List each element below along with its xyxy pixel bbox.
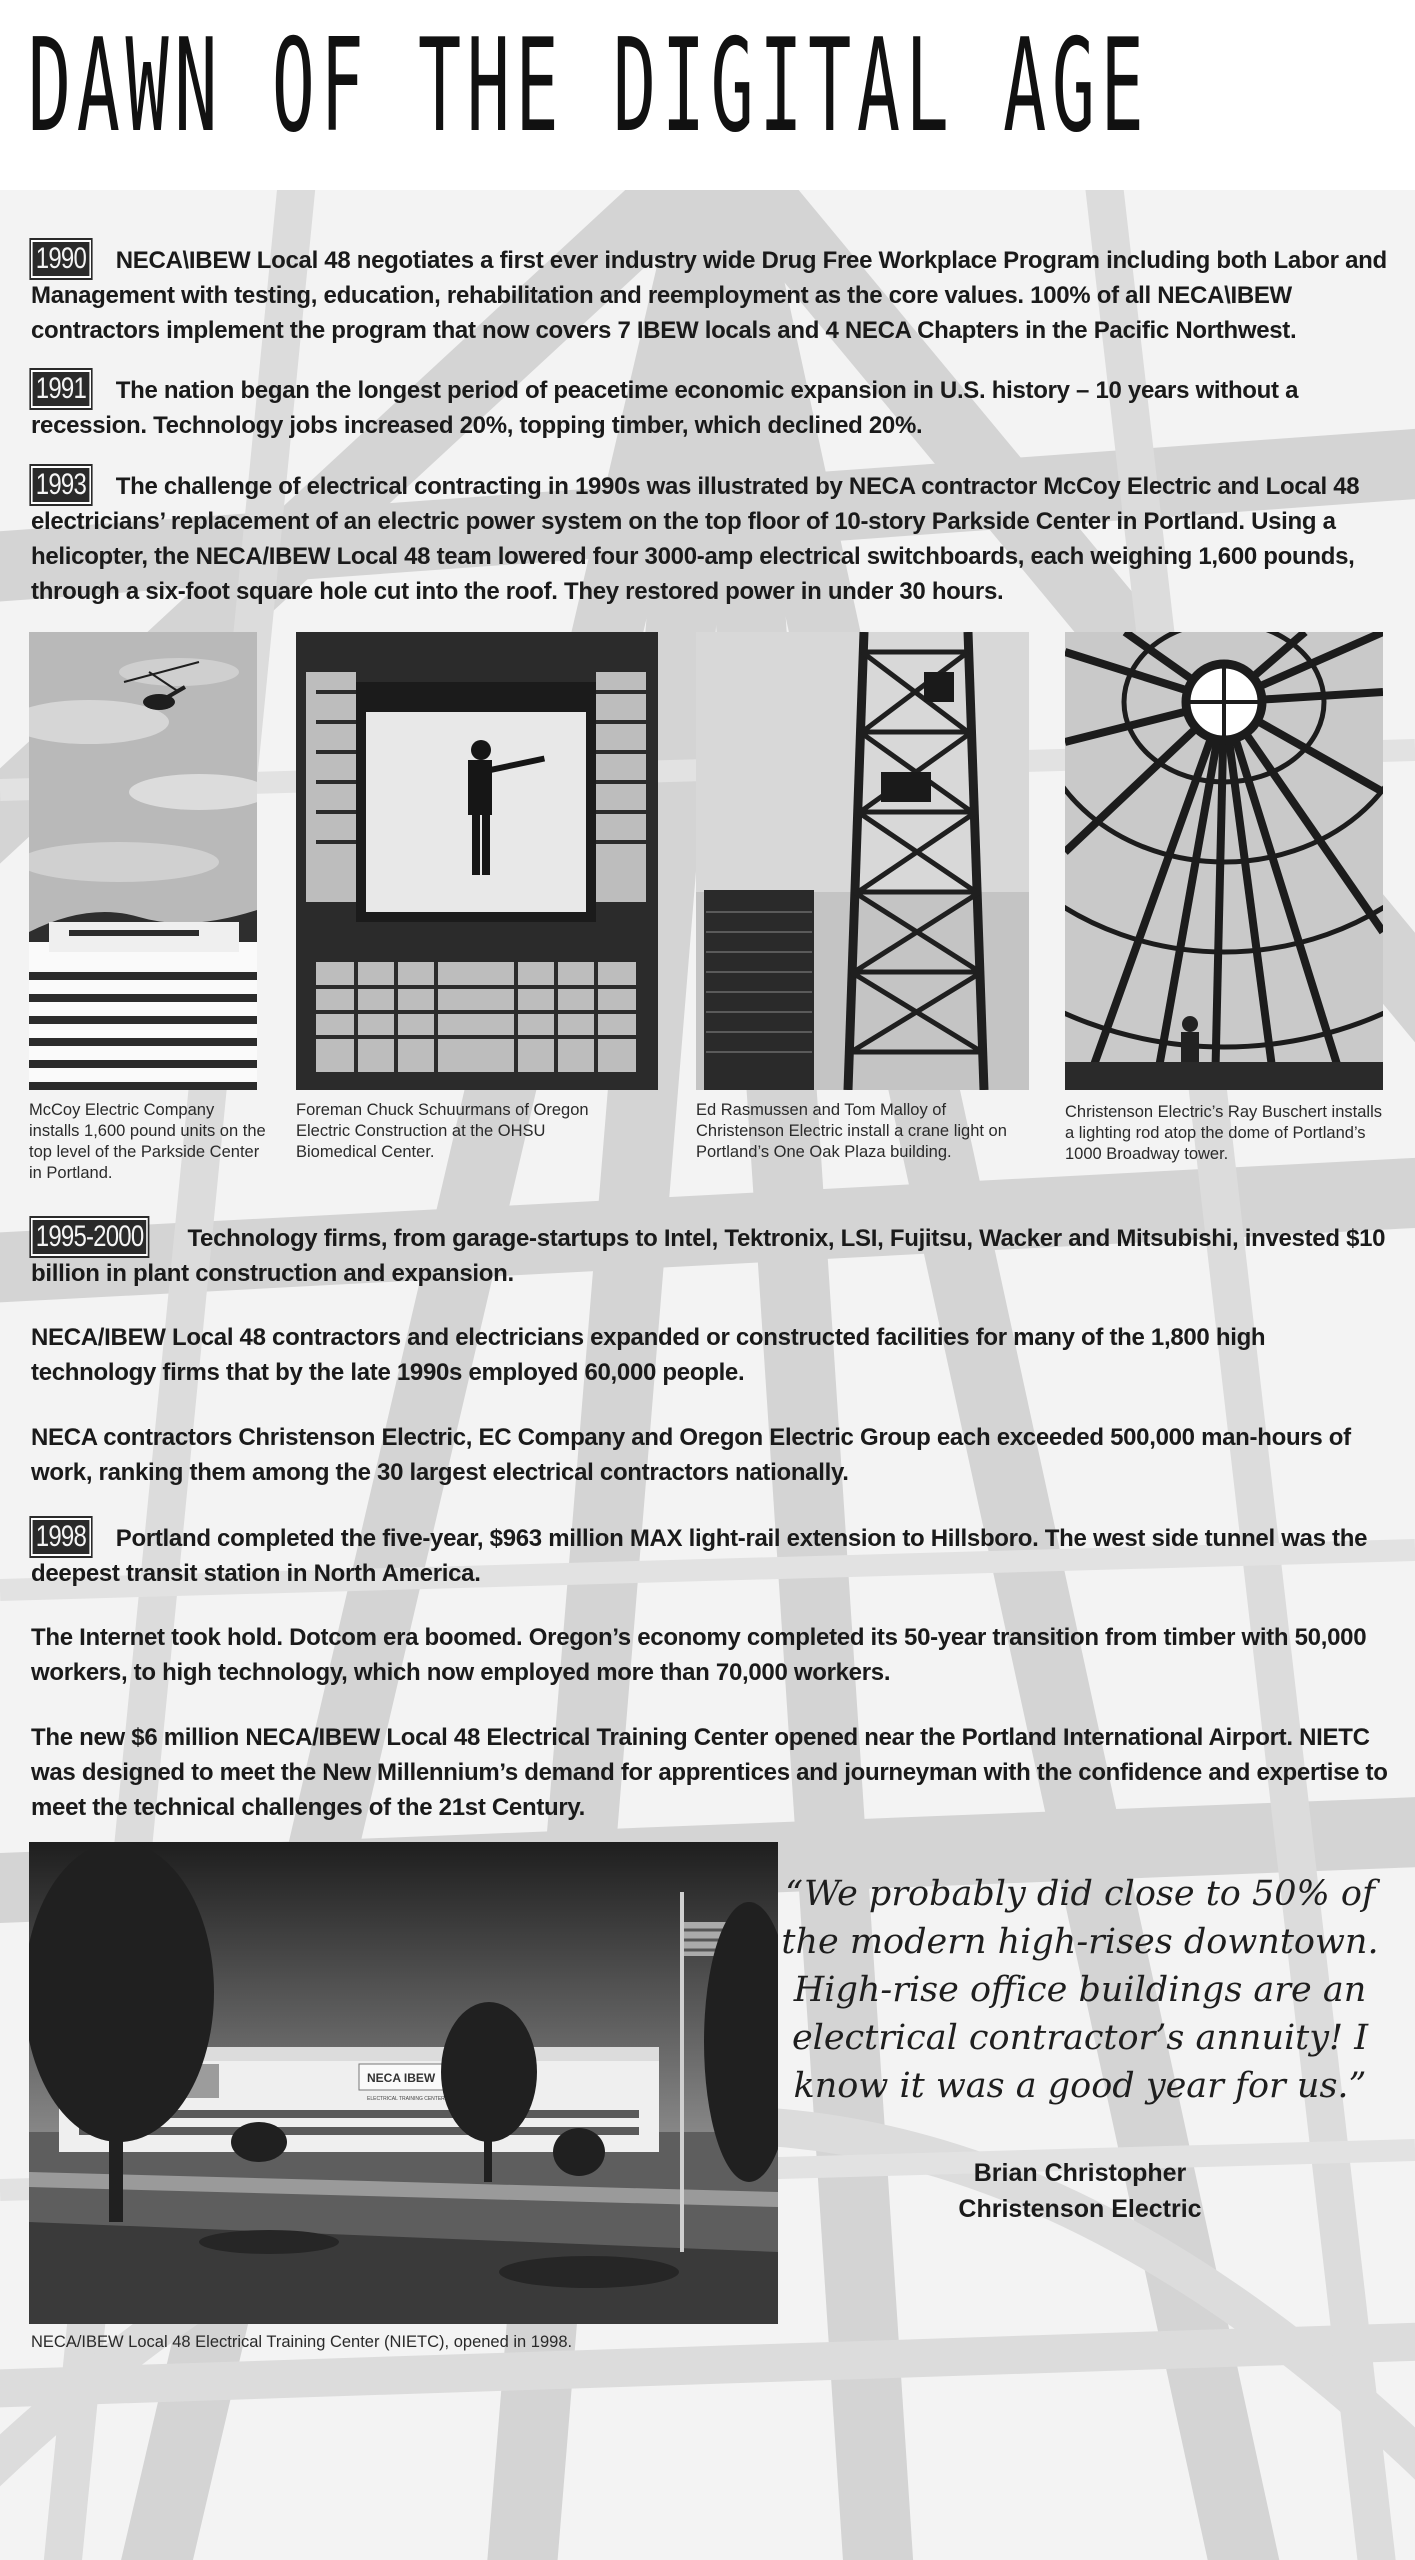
year-badge: 1991 [31, 370, 91, 408]
entry-text: NECA contractors Christenson Electric, EC Company and Oregon Electric Group each exceeded 500,000 man-hours of work, ranking them among the 30 largest electrical contractors nationally. [31, 1424, 1351, 1486]
year-badge: 1990 [31, 240, 91, 278]
entry-text: Technology firms, from garage-startups to Intel, Tektronix, LSI, Fujitsu, Wacker and Mitsubishi, invested $10 billion in plant construction and expansion. [31, 1225, 1386, 1287]
photo-dome [1065, 632, 1383, 1090]
entry-1990 [31, 240, 1391, 348]
photo-caption: NECA/IBEW Local 48 Electrical Training Center (NIETC), opened in 1998. [31, 2333, 573, 2351]
entry-1995-2000 [31, 1218, 1391, 1291]
quote-text: “We probably did close to 50% of the modern high-rises downtown. High-rise office buildings are an electrical contractor’s annuity! I know it was a good year for us.” [781, 1874, 1379, 2106]
year-badge: 1993 [31, 466, 91, 504]
photo-helicopter-parkside [29, 632, 257, 1090]
entry-training-center [31, 1720, 1391, 1825]
photo-caption: Christenson Electric’s Ray Buschert installs a lighting rod atop the dome of Portland’s 1000 Broadway tower. [1065, 1103, 1382, 1163]
entry-text: The challenge of electrical contracting in 1990s was illustrated by NECA contractor McCoy Electric and Local 48 electricians’ replacement of an electric power system on the top floor of 10-story Parkside Center in Portland. Using a helicopter, the NECA/IBEW Local 48 team lowered four 3000-amp electrical switchboards, each weighing 1,600 pounds, through a six-foot square hole cut into the roof. They restored power in under 30 hours. [31, 473, 1360, 605]
entry-1991 [31, 370, 1391, 443]
entry-1998 [31, 1518, 1391, 1591]
photo-crane-tower [696, 632, 1029, 1090]
page-title: DAWN OF THE DIGITAL AGE [28, 12, 1150, 161]
entry-text: NECA/IBEW Local 48 contractors and electricians expanded or constructed facilities for many of the 1,800 high technology firms that by the late 1990s employed 60,000 people. [31, 1324, 1266, 1386]
entry-text: Portland completed the five-year, $963 million MAX light-rail extension to Hillsboro. The west side tunnel was the deepest transit station in North America. [31, 1525, 1368, 1587]
entry-text: The nation began the longest period of peacetime economic expansion in U.S. history – 10 years without a recession. Technology jobs increased 20%, topping timber, which declined 20%. [31, 377, 1299, 439]
photo-caption: Foreman Chuck Schuurmans of Oregon Electric Construction at the OHSU Biomedical Center. [296, 1101, 589, 1161]
training-center-sign: NECA IBEW [367, 2071, 436, 2085]
photo-caption: McCoy Electric Company installs 1,600 pound units on the top level of the Parkside Center in Portland. [29, 1101, 266, 1182]
photo-foreman-window [296, 632, 658, 1090]
quote-attribution [780, 2155, 1380, 2227]
entry-1993 [31, 466, 1391, 609]
entry-internet [31, 1620, 1391, 1690]
entry-text: NECA\IBEW Local 48 negotiates a first ever industry wide Drug Free Workplace Program including both Labor and Management with testing, education, rehabilitation and reemployment as the core values. 100% of all NECA\IBEW contractors implement the program that now covers 7 IBEW locals and 4 NECA Chapters in the Pacific Northwest. [31, 247, 1387, 344]
year-badge: 1995-2000 [31, 1218, 148, 1256]
photo-training-center [29, 1842, 778, 2324]
photo-caption: Ed Rasmussen and Tom Malloy of Christenson Electric install a crane light on Portland’s One Oak Plaza building. [696, 1101, 1007, 1161]
quote-name: Brian Christopher [973, 2159, 1187, 2187]
year-badge: 1998 [31, 1518, 91, 1556]
entry-contractors [31, 1420, 1391, 1490]
entry-text: The Internet took hold. Dotcom era boomed. Oregon’s economy completed its 50-year transition from timber with 50,000 workers, to high technology, which now employed more than 70,000 workers. [31, 1624, 1367, 1686]
training-center-sign-sub: ELECTRICAL TRAINING CENTER [367, 2096, 445, 2102]
entry-high-tech-firms [31, 1320, 1391, 1390]
entry-text: The new $6 million NECA/IBEW Local 48 Electrical Training Center opened near the Portland International Airport. NIETC was designed to meet the New Millennium’s demand for apprentices and journeyman with the confidence and expertise to meet the technical challenges of the 21st Century. [31, 1724, 1388, 1821]
quote-company: Christenson Electric [958, 2195, 1202, 2223]
